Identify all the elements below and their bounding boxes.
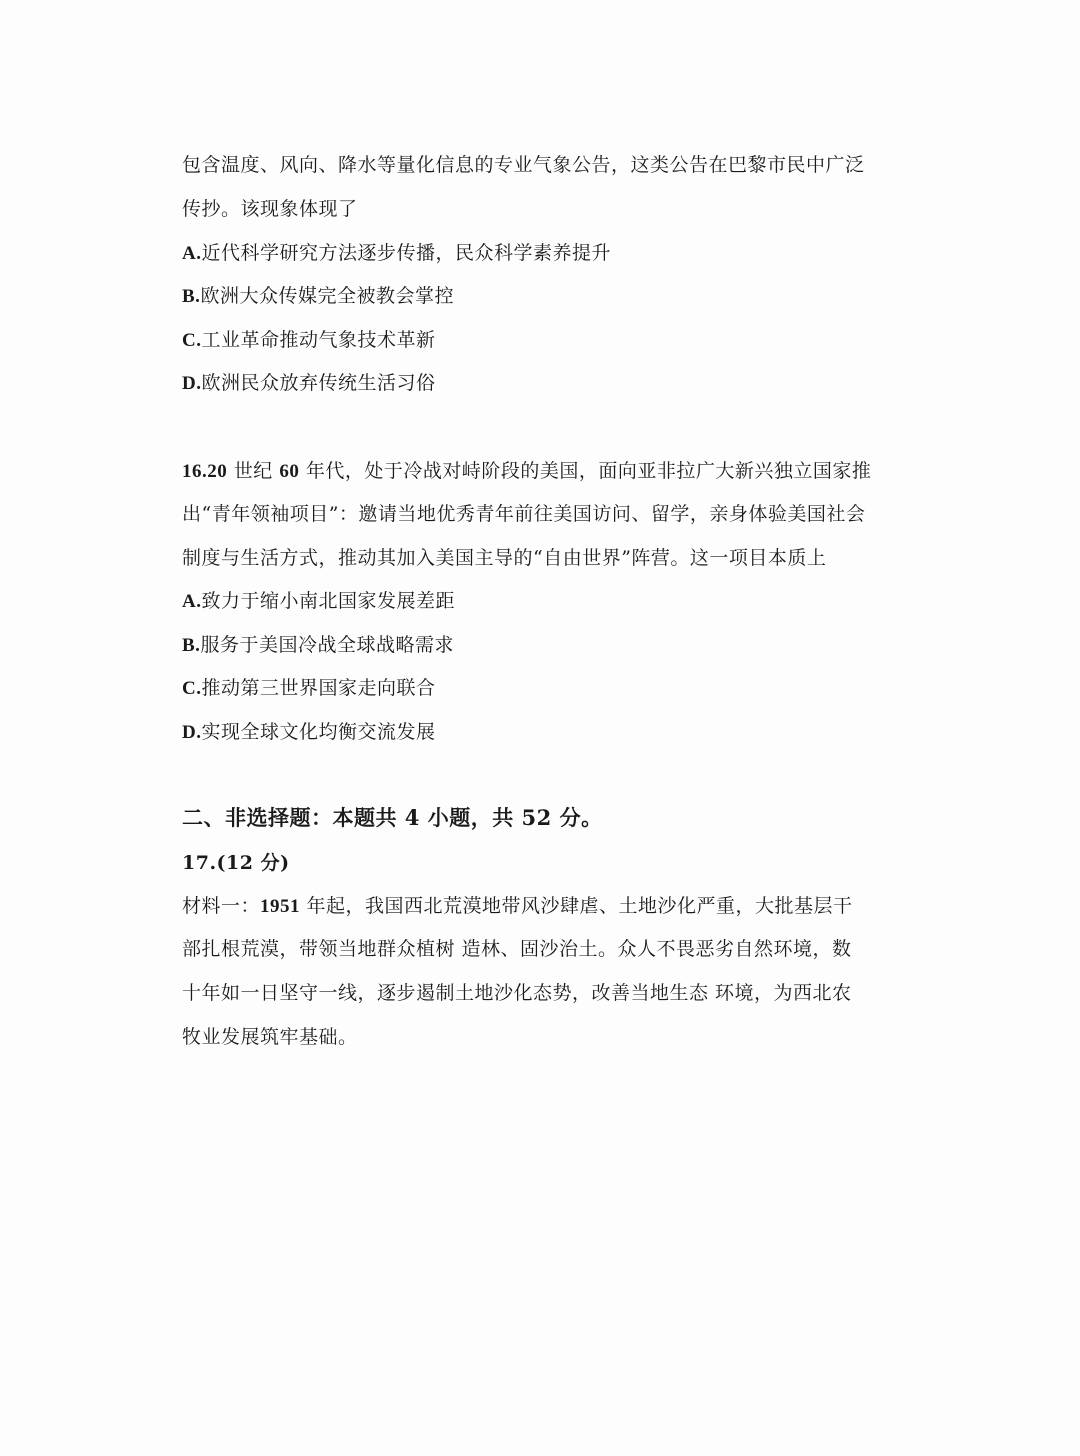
- q16-year-20: 20: [207, 461, 228, 482]
- option-text: 工业革命推动气象技术革新: [201, 329, 436, 351]
- q16-stem-line1: [182, 459, 871, 484]
- option-letter: C.: [182, 678, 202, 699]
- q15-stem-line1: 包含温度、风向、降水等量化信息的专业气象公告，这类公告在巴黎市民中广泛: [182, 154, 865, 176]
- option-text: 近代科学研究方法逐步传播，民众科学素养提升: [201, 242, 611, 264]
- q17-header: 17.(12 分): [182, 852, 290, 874]
- q15-stem-line2: 传抄。该现象体现了: [182, 198, 358, 220]
- option-letter: B.: [182, 286, 201, 307]
- q16-option-c: [182, 676, 436, 701]
- question-number: 16.: [182, 461, 208, 482]
- option-text: 致力于缩小南北国家发展差距: [201, 590, 455, 612]
- q16-year-60: 60: [279, 461, 300, 482]
- option-letter: A.: [182, 591, 202, 612]
- option-text: 欧洲民众放弃传统生活习俗: [201, 372, 436, 394]
- q16-option-b: [182, 633, 454, 658]
- q16-stem-text: 世纪: [227, 460, 280, 482]
- q16-option-d: [182, 720, 436, 745]
- q16-option-a: [182, 589, 455, 614]
- q17-material-line2: 部扎根荒漠，带领当地群众植树 造林、固沙治土。众人不畏恶劣自然环境，数: [182, 938, 852, 960]
- q15-option-c: [182, 328, 436, 353]
- option-text: 实现全球文化均衡交流发展: [201, 721, 436, 743]
- option-letter: A.: [182, 243, 202, 264]
- q16-stem-text: 年代，处于冷战对峙阶段的美国，面向亚非拉广大新兴独立国家推: [299, 460, 872, 482]
- option-text: 推动第三世界国家走向联合: [201, 677, 436, 699]
- material-text: 年起，我国西北荒漠地带风沙肆虐、土地沙化严重，大批基层干: [300, 895, 853, 917]
- q15-option-b: [182, 284, 454, 309]
- q17-material-line4: 牧业发展筑牢基础。: [182, 1026, 358, 1048]
- option-letter: B.: [182, 635, 201, 656]
- section-title: 二、非选择题：本题共 4 小题，共 52 分。: [182, 805, 603, 830]
- q15-option-d: [182, 371, 436, 396]
- option-text: 服务于美国冷战全球战略需求: [200, 634, 454, 656]
- material-year: 1951: [260, 896, 301, 917]
- option-text: 欧洲大众传媒完全被教会掌控: [200, 285, 454, 307]
- option-letter: D.: [182, 722, 202, 743]
- q16-stem-line2: 出“青年领袖项目”：邀请当地优秀青年前往美国访问、留学，亲身体验美国社会: [182, 503, 866, 525]
- material-label: 材料一：: [182, 895, 261, 917]
- option-letter: D.: [182, 373, 202, 394]
- q16-stem-line3: 制度与生活方式，推动其加入美国主导的“自由世界”阵营。这一项目本质上: [182, 547, 827, 569]
- q17-material-line3: 十年如一日坚守一线，逐步遏制土地沙化态势，改善当地生态 环境，为西北农: [182, 982, 852, 1004]
- q15-option-a: [182, 241, 611, 266]
- q17-material-line1: [182, 894, 853, 919]
- option-letter: C.: [182, 330, 202, 351]
